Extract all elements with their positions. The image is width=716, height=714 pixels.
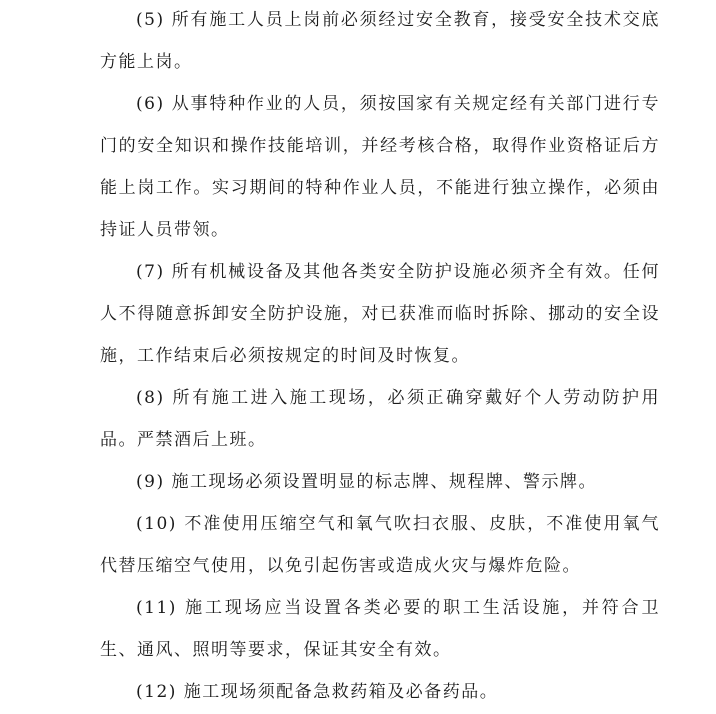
paragraph-item-12: (12) 施工现场须配备急救药箱及必备药品。 bbox=[136, 682, 499, 702]
paragraph-item-9: (9) 施工现场必须设置明显的标志牌、规程牌、警示牌。 bbox=[136, 472, 597, 492]
paragraph-item-5: (5) 所有施工人员上岗前必须经过安全教育，接受安全技术交底方能上岗。 bbox=[100, 10, 660, 72]
paragraph-item-6: (6) 从事特种作业的人员，须按国家有关规定经有关部门进行专门的安全知识和操作技能培训，并经考核合格，取得作业资格证后方能上岗工作。实习期间的特种作业人员，不能进行独立操作，必须由持证人员带领。 bbox=[100, 94, 660, 240]
paragraph-item-8: (8) 所有施工进入施工现场，必须正确穿戴好个人劳动防护用品。严禁酒后上班。 bbox=[100, 388, 660, 450]
paragraph-item-10: (10) 不准使用压缩空气和氧气吹扫衣服、皮肤，不准使用氧气代替压缩空气使用，以免引起伤害或造成火灾与爆炸危险。 bbox=[100, 514, 660, 576]
paragraph-item-7: (7) 所有机械设备及其他各类安全防护设施必须齐全有效。任何人不得随意拆卸安全防护设施，对已获准而临时拆除、挪动的安全设施，工作结束后必须按规定的时间及时恢复。 bbox=[100, 262, 660, 366]
paragraph-item-11: (11) 施工现场应当设置各类必要的职工生活设施，并符合卫生、通风、照明等要求，保证其安全有效。 bbox=[100, 598, 660, 660]
